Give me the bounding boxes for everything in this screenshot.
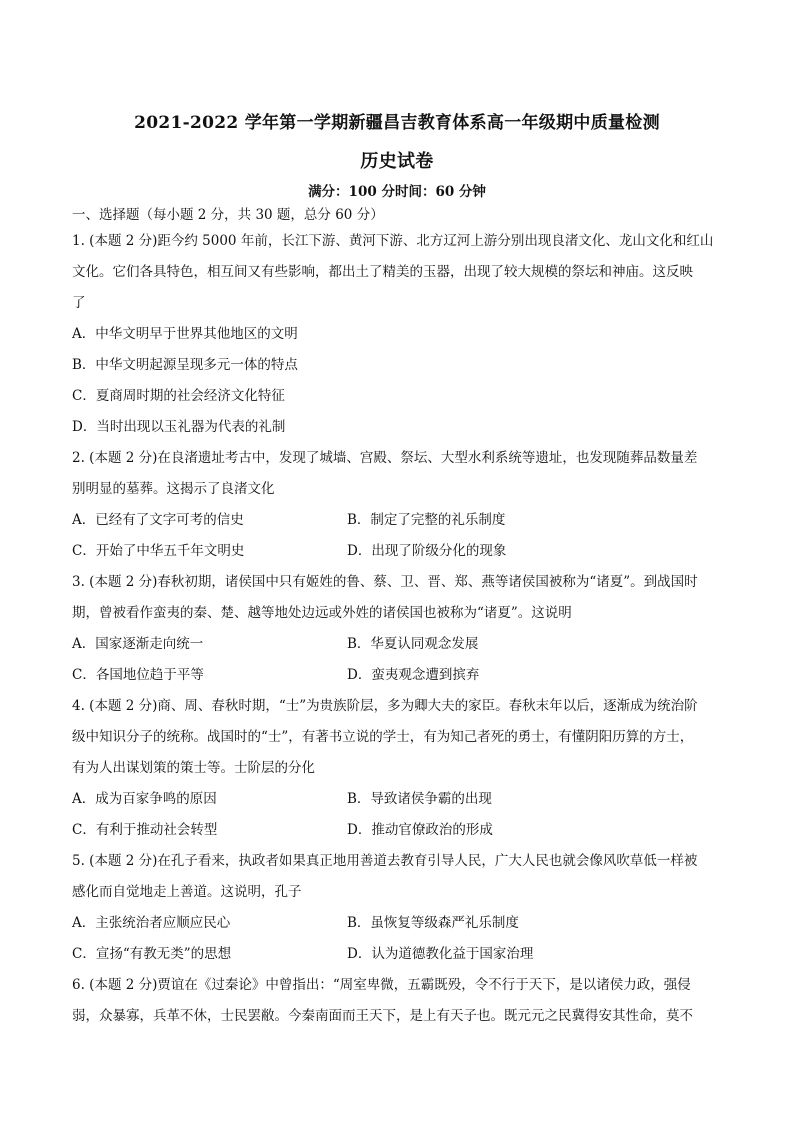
option-row: [72, 939, 722, 970]
option-c[interactable]: C．有利于推动社会转型: [72, 822, 218, 838]
option-d[interactable]: D．出现了阶级分化的现象: [347, 543, 507, 559]
score-time-info: 满分：100 分时间：60 分钟: [308, 184, 486, 200]
question-text-line: 5. (本题 2 分)在孔子看来，执政者如果真正地用善道去教育引导人民，广大人民也就会像风吹草低一样被: [72, 853, 698, 869]
exam-title: 2021-2022 学年第一学期新疆昌吉教育体系高一年级期中质量检测: [134, 113, 660, 133]
option-b[interactable]: B．导致诸侯争霸的出现: [347, 791, 492, 807]
question-list: [72, 226, 722, 1032]
option-c[interactable]: C．开始了中华五千年文明史: [72, 543, 245, 559]
option-d[interactable]: D．当时出现以玉礼器为代表的礼制: [72, 419, 286, 435]
option-row: [72, 660, 722, 691]
option-b[interactable]: B．制定了完整的礼乐制度: [347, 512, 506, 528]
option-d[interactable]: D．推动官僚政治的形成: [347, 822, 493, 838]
question-text-line: 文化。它们各具特色，相互间又有些影响，都出土了精美的玉器，出现了较大规模的祭坛和神庙。这反映: [72, 264, 693, 280]
option-b[interactable]: B．华夏认同观念发展: [347, 636, 479, 652]
question-text-line: 感化而自觉地走上善道。这说明，孔子: [72, 884, 302, 900]
question-6: [72, 970, 722, 1032]
question-2: [72, 443, 722, 567]
question-text-line: 2. (本题 2 分)在良渚遗址考古中，发现了城墙、宫殿、祭坛、大型水利系统等遗址，也发现随葬品数量差: [72, 450, 698, 466]
option-row: [72, 629, 722, 660]
question-text-line: 3. (本题 2 分)春秋初期，诸侯国中只有姬姓的鲁、蔡、卫、晋、郑、燕等诸侯国被称为“诸夏”。到战国时: [72, 574, 698, 590]
question-1: [72, 226, 722, 443]
section-heading: 一、选择题（每小题 2 分，共 30 题，总分 60 分）: [72, 207, 384, 223]
option-row: [72, 784, 722, 815]
option-c[interactable]: C．各国地位趋于平等: [72, 667, 204, 683]
option-a[interactable]: A．中华文明早于世界其他地区的文明: [72, 326, 298, 342]
option-b[interactable]: B．虽恢复等级森严礼乐制度: [347, 915, 519, 931]
option-a[interactable]: A．主张统治者应顺应民心: [72, 915, 231, 931]
question-3: [72, 567, 722, 691]
option-row: [72, 536, 722, 567]
option-d[interactable]: D．蛮夷观念遭到摈弃: [347, 667, 480, 683]
question-text-line: 弱，众暴寡，兵革不休，士民罢敝。今秦南面而王天下，是上有天子也。既元元之民冀得安其性命，莫不: [72, 1008, 693, 1024]
question-text-line: 有为人出谋划策的策士等。士阶层的分化: [72, 760, 315, 776]
option-a[interactable]: A．成为百家争鸣的原因: [72, 791, 217, 807]
subject-title: 历史试卷: [360, 151, 434, 172]
question-text-line: 期，曾被看作蛮夷的秦、楚、越等地处边远或外姓的诸侯国也被称为“诸夏”。这说明: [72, 605, 572, 621]
question-text-line: 1. (本题 2 分)距今约 5000 年前，长江下游、黄河下游、北方辽河上游分别出现良渚文化、龙山文化和红山: [72, 233, 714, 249]
question-text-line: 6. (本题 2 分)贾谊在《过秦论》中曾指出：“周室卑微，五霸既殁，令不行于天下，是以诸侯力政，强侵: [72, 977, 691, 993]
question-4: [72, 691, 722, 846]
option-a[interactable]: A．已经有了文字可考的信史: [72, 512, 244, 528]
option-c[interactable]: C．宣扬“有教无类”的思想: [72, 946, 232, 962]
option-d[interactable]: D．认为道德教化益于国家治理: [347, 946, 534, 962]
question-text-line: 别明显的墓葬。这揭示了良渚文化: [72, 481, 275, 497]
option-a[interactable]: A．国家逐渐走向统一: [72, 636, 204, 652]
question-text-line: 了: [72, 295, 86, 311]
question-text-line: 级中知识分子的统称。战国时的“士”，有著书立说的学士，有为知己者死的勇士，有懂阴阳历算的方士，: [72, 729, 694, 745]
question-text-line: 4. (本题 2 分)商、周、春秋时期，“士”为贵族阶层，多为卿大夫的家臣。春秋末年以后，逐渐成为统治阶: [72, 698, 698, 714]
option-row: [72, 908, 722, 939]
option-b[interactable]: B．中华文明起源呈现多元一体的特点: [72, 357, 298, 373]
option-row: [72, 505, 722, 536]
question-5: [72, 846, 722, 970]
option-row: [72, 815, 722, 846]
option-c[interactable]: C．夏商周时期的社会经济文化特征: [72, 388, 285, 404]
